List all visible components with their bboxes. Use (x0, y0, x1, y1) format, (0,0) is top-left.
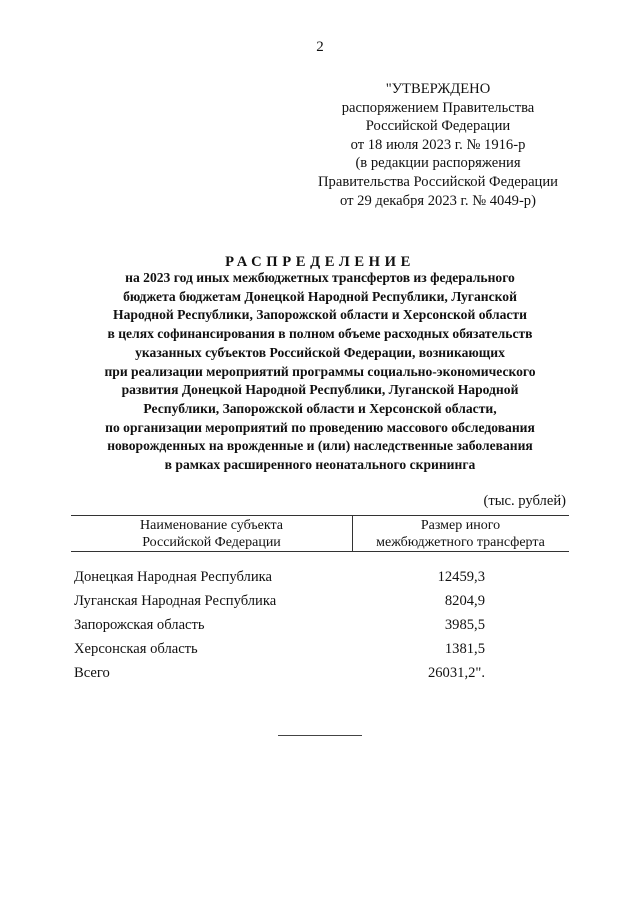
page-number: 2 (316, 39, 324, 55)
region-name: Луганская Народная Республика (74, 592, 277, 609)
approval-line: Российской Федерации (365, 118, 511, 135)
subtitle-line: в рамках расширенного неонатального скрининга (164, 457, 476, 473)
subtitle-line: Народной Республики, Запорожской области и Херсонской области (113, 307, 527, 323)
subtitle-line: бюджета бюджетам Донецкой Народной Республики, Луганской (123, 288, 517, 304)
approval-line: (в редакции распоряжения (355, 155, 521, 172)
approval-line: "УТВЕРЖДЕНО (385, 81, 491, 97)
table-header-rule (71, 551, 569, 552)
approval-line: от 18 июля 2023 г. № 1916-р (350, 136, 526, 153)
table-header-region (71, 517, 352, 551)
table-row (0, 593, 640, 617)
table-top-rule (71, 515, 569, 516)
approval-line: распоряжением Правительства (341, 99, 535, 116)
table-body (0, 569, 640, 688)
approval-line: от 29 декабря 2023 г. № 4049-р) (340, 192, 536, 209)
table-row (0, 569, 640, 593)
subtitle-line: на 2023 год иных межбюджетных трансфертов из федерального (125, 270, 515, 285)
region-name: Запорожская область (74, 616, 205, 633)
table-header-amount (352, 517, 569, 551)
header-line: Российской Федерации (142, 535, 281, 550)
approval-line: Правительства Российской Федерации (318, 173, 558, 190)
subtitle-line: указанных субъектов Российской Федерации, возникающих (135, 344, 505, 360)
document-title: РАСПРЕДЕЛЕНИЕ (225, 254, 415, 270)
table-row-total (0, 665, 640, 689)
total-label: Всего (74, 664, 110, 681)
total-amount: 26031,2". (427, 664, 485, 681)
document-subtitle (30, 269, 610, 475)
transfer-amount: 3985,5 (444, 616, 485, 633)
subtitle-line: в целях софинансирования в полном объеме расходных обязательств (107, 326, 533, 342)
transfer-amount: 1381,5 (444, 640, 485, 657)
units-note: (тыс. рублей) (483, 493, 566, 509)
subtitle-line: по организации мероприятий по проведению массового обследования (105, 419, 535, 435)
header-line: межбюджетного трансферта (376, 535, 545, 550)
approval-stamp (300, 80, 576, 210)
subtitle-line: развития Донецкой Народной Республики, Луганской Народной (121, 382, 519, 398)
subtitle-line: при реализации мероприятий программы социально-экономического (104, 363, 536, 379)
table-row (0, 641, 640, 665)
subtitle-line: новорожденных на врожденные и (или) наследственные заболевания (107, 438, 533, 454)
transfer-amount: 8204,9 (444, 592, 485, 609)
closing-rule (278, 735, 362, 736)
transfer-amount: 12459,3 (437, 569, 485, 585)
region-name: Донецкая Народная Республика (74, 569, 272, 585)
header-line: Наименование субъекта (140, 518, 283, 533)
table-row (0, 617, 640, 641)
region-name: Херсонская область (74, 640, 198, 657)
subtitle-line: Республики, Запорожской области и Херсонской области, (143, 400, 497, 416)
header-line: Размер иного (420, 518, 501, 533)
